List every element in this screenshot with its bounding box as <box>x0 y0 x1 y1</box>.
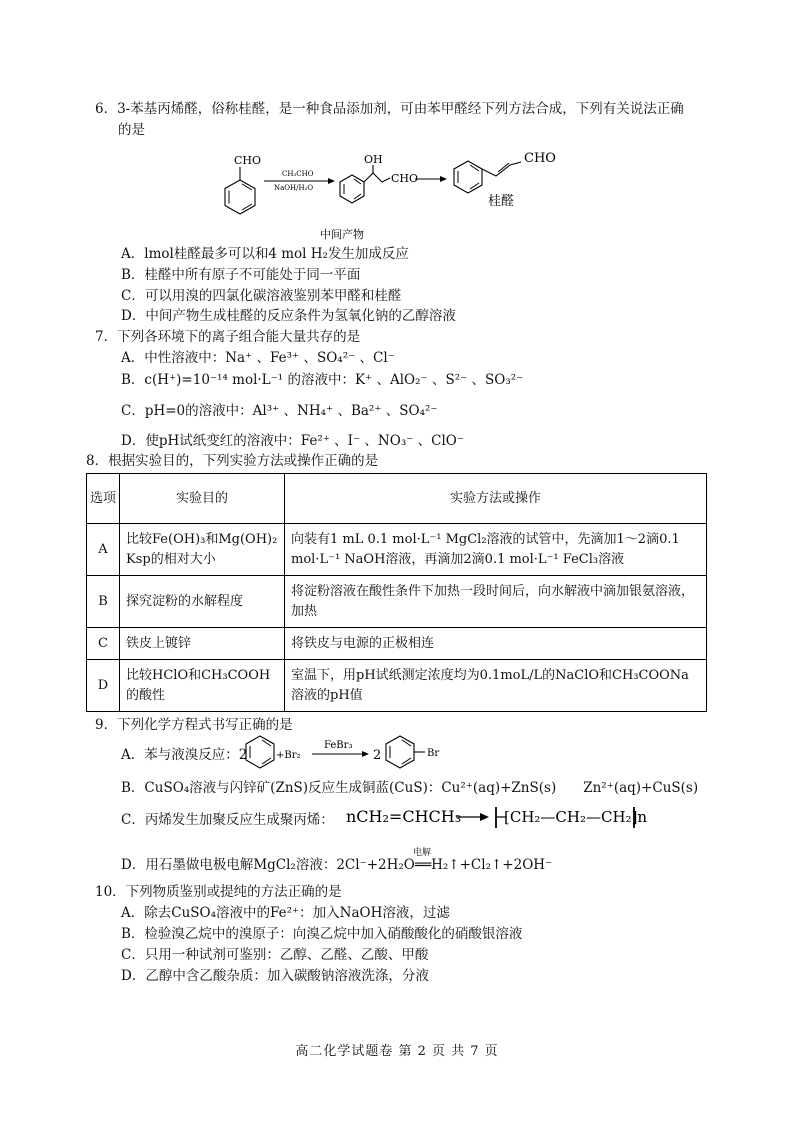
table-header-row <box>87 474 707 524</box>
reagent-top: CH₃CHO <box>282 170 314 178</box>
q7-stem: 7．下列各环境下的离子组合能大量共存的是 <box>95 329 361 345</box>
coefficient: 2 <box>373 748 382 763</box>
row-method: 室温下，用pH试纸测定浓度均为0.1moL/L的NaClO和CH₃COONa溶液的pH值 <box>285 660 707 712</box>
q7-option-c: C．pH=0的溶液中：Al³⁺ 、NH₄⁺ 、Ba²⁺ 、SO₄²⁻ <box>121 403 438 419</box>
intermediate-oh: OH <box>364 153 383 166</box>
page-footer: 高二化学试题卷 第 2 页 共 7 页 <box>295 1044 499 1059</box>
q6-option-b: B．桂醛中所有原子不可能处于同一平面 <box>121 267 361 283</box>
q6-stem-line1: 6．3-苯基丙烯醛，俗称桂醛，是一种食品添加剂，可由苯甲醛经下列方法合成，下列有关说法正确 <box>95 101 684 117</box>
q8-stem: 8．根据实验目的，下列实验方法或操作正确的是 <box>86 453 379 469</box>
q7-option-a: A．中性溶液中：Na⁺ 、Fe³⁺ 、SO₄²⁻ 、Cl⁻ <box>121 350 395 366</box>
q6-stem-line2: 的是 <box>118 122 145 138</box>
intermediate-cho: CHO <box>391 172 419 185</box>
experiment-table <box>86 473 707 712</box>
table-row <box>87 524 707 576</box>
q6-option-a: A．lmol桂醛最多可以和4 mol H₂发生加成反应 <box>121 246 409 262</box>
row-method: 向装有1 mL 0.1 mol·L⁻¹ MgCl₂溶液的试管中，先滴加1～2滴0.1 mol·L⁻¹ NaOH溶液，再滴加2滴0.1 mol·L⁻¹ FeCl₃溶液 <box>285 524 707 576</box>
q10-option-c: C．只用一种试剂可鉴别：乙醇、乙醛、乙酸、甲酸 <box>121 947 429 963</box>
bromine-atom: Br <box>427 748 440 759</box>
q6-option-c: C．可以用溴的四氯化碳溶液鉴别苯甲醛和桂醛 <box>121 288 402 304</box>
benzaldehyde-cho: CHO <box>234 154 262 167</box>
q7-option-d: D．使pH试纸变红的溶液中：Fe²⁺ 、I⁻ 、NO₃⁻ 、ClO⁻ <box>121 433 464 449</box>
row-method: 将淀粉溶液在酸性条件下加热一段时间后，向水解液中滴加银氨溶液，加热 <box>285 576 707 628</box>
row-goal: 比较Fe(OH)₃和Mg(OH)₂ Ksp的相对大小 <box>120 524 285 576</box>
q9-stem: 9．下列化学方程式书写正确的是 <box>95 717 293 733</box>
br2-reagent: +Br₂ <box>276 750 301 761</box>
row-option: D <box>87 660 120 712</box>
table-row <box>87 576 707 628</box>
intermediate-label: 中间产物 <box>320 228 364 241</box>
table-row <box>87 628 707 660</box>
row-method: 将铁皮与电源的正极相连 <box>285 628 707 660</box>
q9-option-c: C．丙烯发生加聚反应生成聚丙烯： <box>121 812 334 828</box>
polypropene-chain: [CH₂—CH₂—CH₂]n <box>504 808 648 826</box>
q6-option-d: D．中间产物生成桂醛的反应条件为氢氧化钠的乙醇溶液 <box>121 308 456 324</box>
reagent-bottom: NaOH/H₂O <box>274 184 314 192</box>
product-name: 桂醛 <box>488 194 515 209</box>
row-option: A <box>87 524 120 576</box>
q7-option-b: B．c(H⁺)=10⁻¹⁴ mol·L⁻¹ 的溶液中：K⁺ 、AlO₂⁻ 、S²⁻ 、SO₃²⁻ <box>121 372 524 388</box>
product-cho: CHO <box>524 151 556 166</box>
row-goal: 比较HClO和CH₃COOH的酸性 <box>120 660 285 712</box>
q10-option-b: B．检验溴乙烷中的溴原子：向溴乙烷中加入硝酸酸化的硝酸银溶液 <box>121 926 523 942</box>
q9-option-a: A．苯与液溴反应：2 <box>121 747 248 763</box>
row-option: B <box>87 576 120 628</box>
q10-stem: 10．下列物质鉴别或提纯的方法正确的是 <box>95 884 342 900</box>
polymerization-equation <box>344 800 664 840</box>
cinnamaldehyde-synthesis-scheme <box>210 145 570 245</box>
bromination-equation <box>232 730 512 772</box>
row-option: C <box>87 628 120 660</box>
header-option: 选项 <box>87 474 120 524</box>
q9-option-b: B．CuSO₄溶液与闪锌矿(ZnS)反应生成铜蓝(CuS)：Cu²⁺(aq)+ZnS(s) Zn²⁺(aq)+CuS(s) <box>121 780 699 796</box>
q10-option-a: A．除去CuSO₄溶液中的Fe²⁺：加入NaOH溶液，过滤 <box>121 905 450 921</box>
row-goal: 探究淀粉的水解程度 <box>120 576 285 628</box>
row-goal: 铁皮上镀锌 <box>120 628 285 660</box>
febr3-catalyst: FeBr₃ <box>324 740 353 751</box>
header-goal: 实验目的 <box>120 474 285 524</box>
table-row <box>87 660 707 712</box>
header-method: 实验方法或操作 <box>285 474 707 524</box>
electrolysis-condition: 电解 <box>413 848 432 858</box>
q10-option-d: D．乙醇中含乙酸杂质：加入碳酸钠溶液洗涤，分液 <box>121 968 429 984</box>
q9-option-d: D．用石墨做电极电解MgCl₂溶液：2Cl⁻+2H₂O══H₂↑+Cl₂↑+2OH⁻ <box>121 857 553 873</box>
propene-monomer: nCH₂=CHCH₃ <box>346 807 462 826</box>
